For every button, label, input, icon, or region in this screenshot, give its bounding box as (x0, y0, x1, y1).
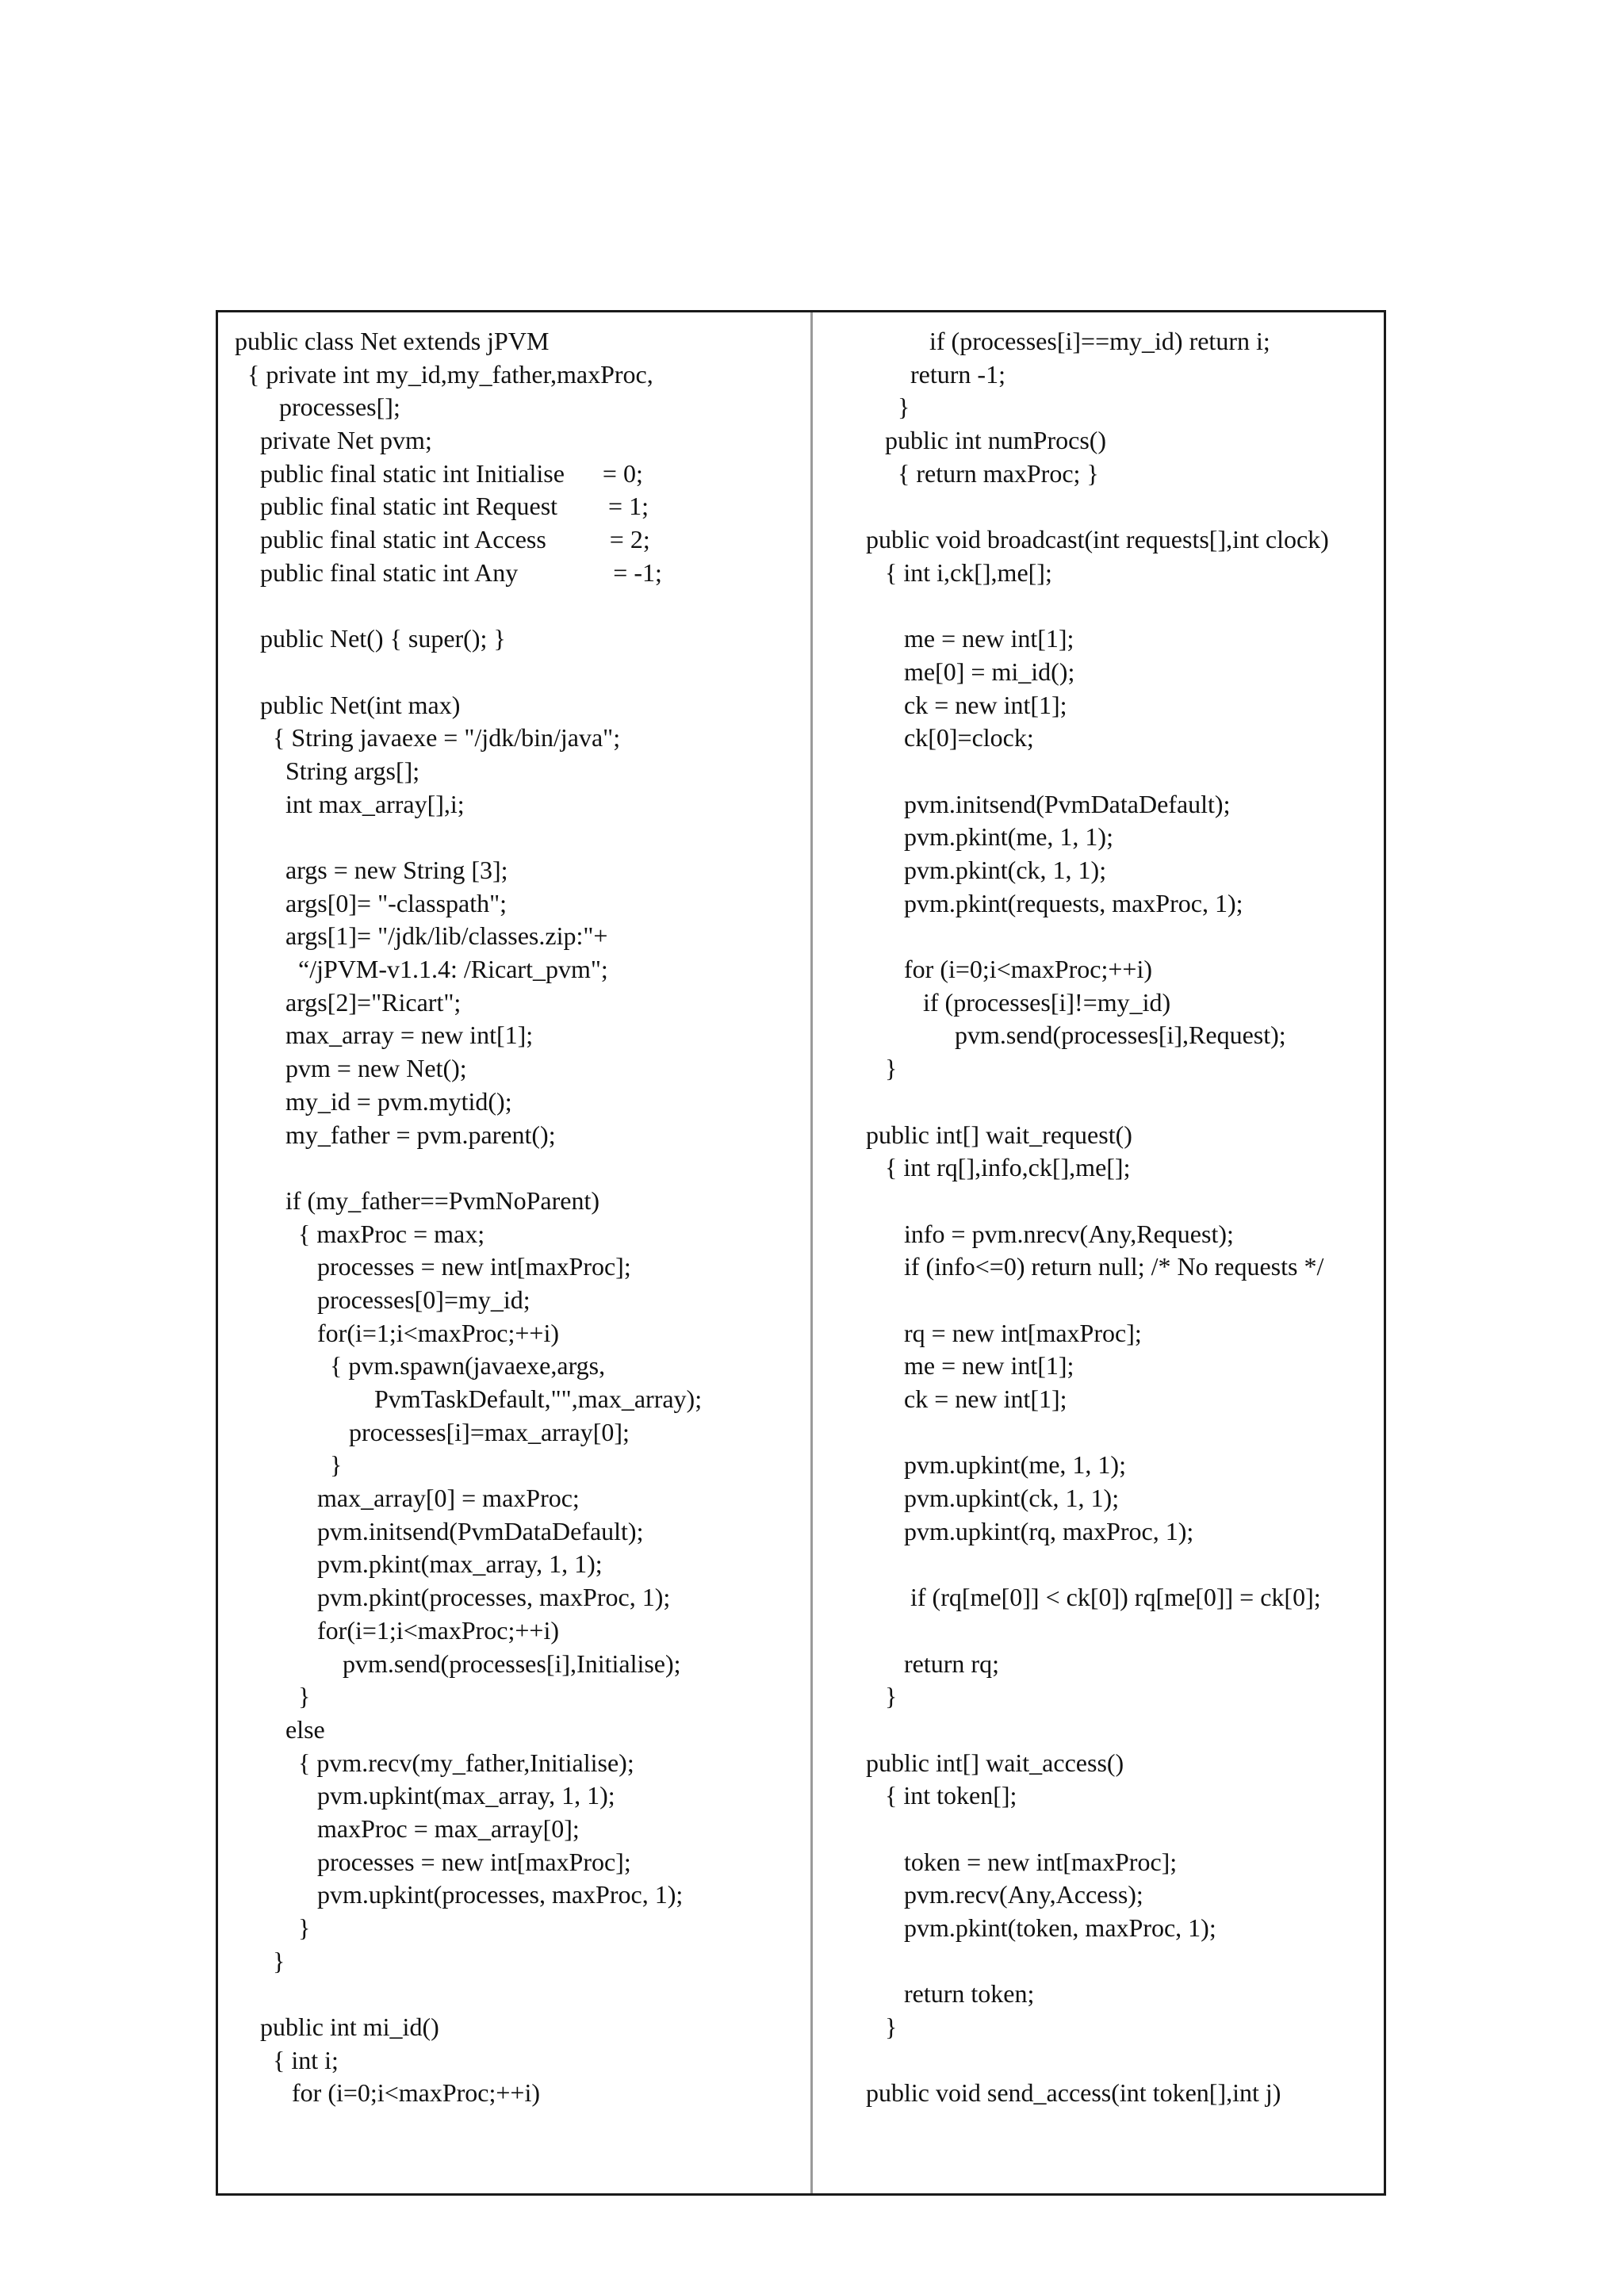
code-line: pvm.recv(Any,Access); (866, 1880, 1143, 1909)
code-line (866, 2044, 1329, 2078)
code-line: for (i=0;i<maxProc;++i) (235, 2078, 541, 2108)
code-line: my_id = pvm.mytid(); (235, 1086, 512, 1116)
code-line: pvm.pkint(processes, maxProc, 1); (235, 1583, 671, 1612)
code-line: for (i=0;i<maxProc;++i) (866, 955, 1153, 984)
code-line: pvm.upkint(me, 1, 1); (866, 1450, 1126, 1480)
code-line: return rq; (866, 1649, 999, 1678)
code-line: max_array[0] = maxProc; (235, 1484, 580, 1513)
code-line (866, 1813, 1329, 1846)
code-line: ck = new int[1]; (866, 1384, 1067, 1413)
code-line: } (866, 393, 910, 422)
code-line (866, 1416, 1329, 1450)
code-line (235, 1978, 702, 2011)
code-line: pvm.upkint(processes, maxProc, 1); (235, 1880, 684, 1909)
code-line: return token; (866, 1979, 1035, 2009)
code-line: maxProc = max_array[0]; (235, 1813, 580, 1843)
column-divider (810, 312, 813, 2193)
code-line: “/jPVM-v1.1.4: /Ricart_pvm"; (235, 955, 608, 984)
code-line: pvm.upkint(rq, maxProc, 1); (866, 1516, 1194, 1545)
code-line: public void send_access(int token[],int j) (866, 2078, 1281, 2108)
code-line: else (235, 1714, 325, 1744)
code-line: if (rq[me[0]] < ck[0]) rq[me[0]] = ck[0]; (866, 1583, 1321, 1612)
code-line: me[0] = mi_id(); (866, 657, 1075, 686)
code-line: ck = new int[1]; (866, 690, 1067, 719)
code-line: public int numProcs() (866, 426, 1107, 455)
code-line: pvm.pkint(ck, 1, 1); (866, 856, 1107, 884)
code-line: public class Net extends jPVM (235, 327, 550, 355)
code-line (866, 1185, 1329, 1218)
code-line (866, 920, 1329, 953)
code-line: pvm.pkint(requests, maxProc, 1); (866, 888, 1243, 917)
code-line: args[1]= "/jdk/lib/classes.zip:"+ (235, 921, 608, 951)
code-line: } (866, 1054, 898, 1083)
code-line: private Net pvm; (235, 426, 432, 455)
code-line: { pvm.spawn(javaexe,args, (235, 1351, 606, 1381)
code-line: token = new int[maxProc]; (866, 1847, 1178, 1876)
code-line: rq = new int[maxProc]; (866, 1318, 1142, 1347)
code-line: { int i,ck[],me[]; (866, 557, 1052, 587)
code-line (235, 590, 702, 623)
code-line: public final static int Request = 1; (235, 492, 649, 521)
code-line (235, 656, 702, 689)
code-line: processes[i]=max_array[0]; (235, 1417, 630, 1446)
code-column-left (235, 325, 702, 2110)
code-line: String args[]; (235, 756, 420, 785)
code-line: PvmTaskDefault,"",max_array); (235, 1384, 703, 1413)
code-line: { int i; (235, 2045, 339, 2074)
code-line: processes = new int[maxProc]; (235, 1252, 631, 1281)
code-line (866, 590, 1329, 623)
code-line: public int[] wait_access() (866, 1748, 1124, 1777)
code-line: pvm.send(processes[i],Request); (866, 1021, 1286, 1050)
code-line: { return maxProc; } (866, 458, 1099, 488)
code-line: pvm.send(processes[i],Initialise); (235, 1649, 681, 1678)
code-line: ck[0]=clock; (866, 723, 1034, 753)
code-line: { maxProc = max; (235, 1219, 485, 1248)
code-line: { int rq[],info,ck[],me[]; (866, 1153, 1131, 1182)
code-line: { pvm.recv(my_father,Initialise); (235, 1748, 634, 1777)
code-line: } (866, 1682, 898, 1711)
code-line (866, 1945, 1329, 1978)
code-line: pvm.pkint(max_array, 1, 1); (235, 1549, 603, 1579)
code-line: if (info<=0) return null; /* No requests */ (866, 1252, 1324, 1281)
code-line (866, 1714, 1329, 1747)
code-line: args = new String [3]; (235, 856, 508, 884)
code-line: pvm.pkint(me, 1, 1); (866, 822, 1113, 852)
code-line (866, 1548, 1329, 1581)
code-line: if (processes[i]!=my_id) (866, 987, 1171, 1017)
code-line: me = new int[1]; (866, 1351, 1074, 1381)
code-line: public int mi_id() (235, 2013, 439, 2042)
code-line: } (866, 2013, 898, 2042)
code-line: public final static int Access = 2; (235, 525, 650, 554)
code-line: max_array = new int[1]; (235, 1021, 534, 1050)
code-line: if (processes[i]==my_id) return i; (866, 327, 1270, 355)
code-line: { private int my_id,my_father,maxProc, (235, 359, 653, 389)
code-line: { int token[]; (866, 1781, 1017, 1810)
code-line: processes[0]=my_id; (235, 1285, 530, 1314)
code-line: { String javaexe = "/jdk/bin/java"; (235, 723, 621, 753)
code-line: } (235, 1450, 343, 1480)
code-line: my_father = pvm.parent(); (235, 1120, 556, 1149)
code-line: pvm.initsend(PvmDataDefault); (866, 789, 1231, 818)
code-line: } (235, 1913, 311, 1942)
code-line: for(i=1;i<maxProc;++i) (235, 1615, 560, 1645)
code-listing-frame (216, 310, 1386, 2196)
code-line: public void broadcast(int requests[],int clock) (866, 525, 1329, 554)
code-line: for(i=1;i<maxProc;++i) (235, 1318, 560, 1347)
code-line (235, 1151, 702, 1185)
code-line: me = new int[1]; (866, 624, 1074, 653)
code-line: public Net() { super(); } (235, 624, 506, 653)
code-line: pvm.upkint(ck, 1, 1); (866, 1484, 1120, 1513)
code-line: public final static int Any = -1; (235, 557, 662, 587)
code-line: info = pvm.nrecv(Any,Request); (866, 1219, 1234, 1248)
code-line (866, 1284, 1329, 1317)
code-line: } (235, 1682, 311, 1711)
code-line: args[2]="Ricart"; (235, 987, 462, 1017)
code-line: return -1; (866, 359, 1005, 389)
code-line: pvm = new Net(); (235, 1054, 467, 1083)
code-line: processes = new int[maxProc]; (235, 1847, 631, 1876)
code-line: pvm.upkint(max_array, 1, 1); (235, 1781, 615, 1810)
code-line (866, 490, 1329, 523)
code-column-right (866, 325, 1329, 2110)
code-line: public Net(int max) (235, 690, 461, 719)
code-line: pvm.initsend(PvmDataDefault); (235, 1516, 644, 1545)
code-line: processes[]; (235, 393, 400, 422)
code-line: int max_array[],i; (235, 789, 465, 818)
code-line (866, 755, 1329, 788)
code-line: public final static int Initialise = 0; (235, 458, 643, 488)
code-line: } (235, 1946, 285, 1975)
code-line: args[0]= "-classpath"; (235, 888, 508, 917)
code-line: pvm.pkint(token, maxProc, 1); (866, 1913, 1216, 1942)
code-line (866, 1614, 1329, 1648)
code-line: if (my_father==PvmNoParent) (235, 1185, 599, 1215)
code-line (235, 821, 702, 854)
code-line: public int[] wait_request() (866, 1120, 1132, 1149)
code-line (866, 1086, 1329, 1119)
